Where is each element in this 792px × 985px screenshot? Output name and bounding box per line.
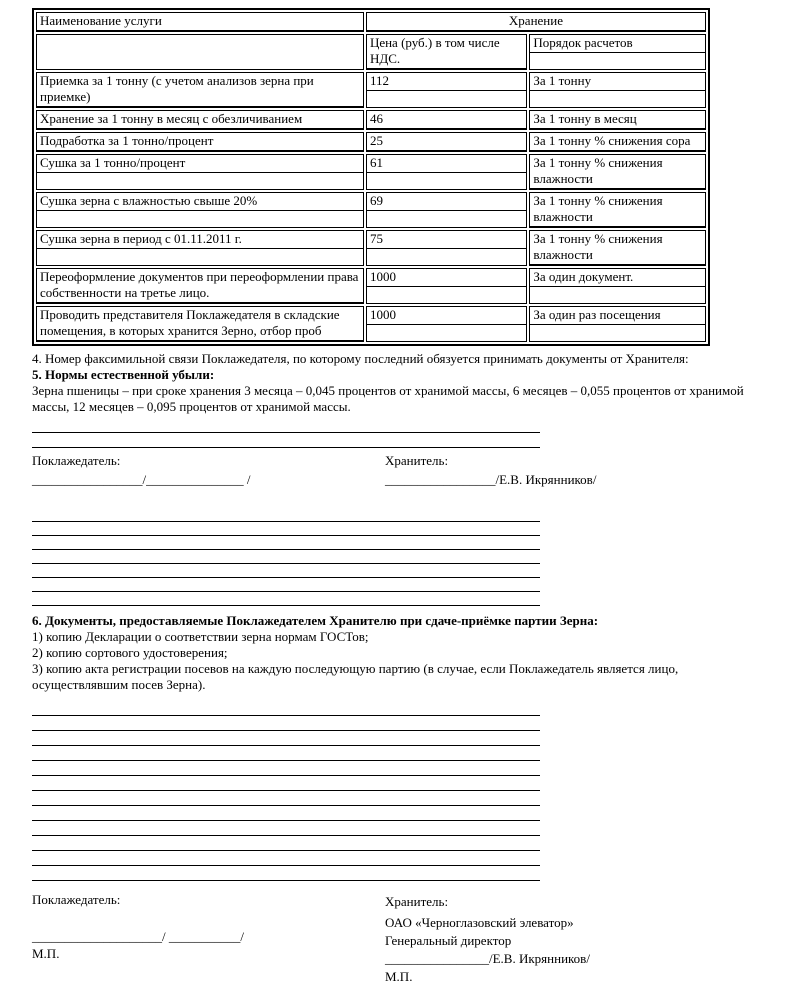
header-cell-price xyxy=(366,34,527,70)
terms-cell-text: За один раз посещения xyxy=(530,307,705,325)
service-cell xyxy=(36,132,364,152)
depositor-label: Поклажедатель: xyxy=(32,892,121,907)
keeper-position: Генеральный директор xyxy=(385,933,512,948)
ruled-line xyxy=(32,564,540,578)
depositor-column xyxy=(32,453,385,488)
table-row xyxy=(36,268,706,304)
ruled-line xyxy=(32,821,540,836)
table-header-row xyxy=(36,12,706,32)
terms-cell-text: За 1 тонну % снижения влажности xyxy=(530,193,705,227)
table-row xyxy=(36,72,706,108)
ruled-line xyxy=(32,746,540,761)
terms-column-header: Порядок расчетов xyxy=(530,35,705,53)
service-cell xyxy=(36,110,364,130)
price-cell xyxy=(366,154,527,190)
service-cell-text: Сушка за 1 тонно/процент xyxy=(37,155,363,173)
terms-cell-text: За 1 тонну в месяц xyxy=(530,111,705,129)
table-row xyxy=(36,110,706,130)
clause-4-text: 4. Номер факсимильной связи Поклажедателя, по которому последний обязуется принимать документы от Хранителя: xyxy=(32,351,689,366)
ruled-line xyxy=(32,508,540,522)
ruled-line xyxy=(32,836,540,851)
keeper-label: Хранитель: xyxy=(385,453,449,468)
ruled-line xyxy=(32,716,540,731)
ruled-line xyxy=(32,578,540,592)
terms-cell-text: За 1 тонну xyxy=(530,73,705,91)
terms-cell-text: За 1 тонну % снижения влажности xyxy=(530,155,705,189)
ruled-line xyxy=(32,536,540,550)
table-row xyxy=(36,154,706,190)
service-cell-text: Переоформление документов при переоформлении права собственности на третье лицо. xyxy=(37,269,363,303)
ruled-line xyxy=(32,433,540,448)
service-cell-text: Хранение за 1 тонну в месяц с обезличиванием xyxy=(37,111,363,129)
price-cell xyxy=(366,110,527,130)
ruled-line xyxy=(32,418,540,433)
keeper-seal-mark: М.П. xyxy=(385,969,413,984)
table-row xyxy=(36,306,706,342)
header-cell-group xyxy=(366,12,706,32)
price-cell-text: 75 xyxy=(367,231,526,249)
ruled-lines-block-1 xyxy=(32,418,540,448)
keeper-column xyxy=(385,892,758,985)
terms-cell xyxy=(529,306,706,342)
clause-5-title: 5. Нормы естественной убыли: xyxy=(32,367,215,382)
depositor-label: Поклажедатель: xyxy=(32,453,121,468)
terms-cell-text: За 1 тонну % снижения влажности xyxy=(530,231,705,265)
ruled-line xyxy=(32,761,540,776)
terms-cell-text: За 1 тонну % снижения сора xyxy=(530,133,705,151)
storage-group-header: Хранение xyxy=(367,13,705,31)
terms-cell xyxy=(529,72,706,108)
service-cell xyxy=(36,306,364,342)
keeper-column xyxy=(385,453,758,488)
terms-cell xyxy=(529,154,706,190)
clause-6-item-3: 3) копию акта регистрации посевов на каждую последующую партию (в случае, если Поклажедатель является лицо, осуществлявшим посев Зерна). xyxy=(32,661,679,692)
ruled-line xyxy=(32,806,540,821)
ruled-line xyxy=(32,866,540,881)
service-cell-text: Приемка за 1 тонну (с учетом анализов зерна при приемке) xyxy=(37,73,363,107)
service-cell xyxy=(36,72,364,108)
price-cell xyxy=(366,268,527,304)
depositor-column xyxy=(32,892,385,985)
terms-cell xyxy=(529,230,706,266)
terms-cell xyxy=(529,110,706,130)
clause-6-title: 6. Документы, предоставляемые Поклажедателем Хранителю при сдаче-приёмке партии Зерна: xyxy=(32,613,599,628)
depositor-signature-line: ____________________/ ___________/ xyxy=(32,929,244,944)
signature-block-1 xyxy=(32,453,758,488)
keeper-signature-line: ________________/Е.В. Икрянников/ xyxy=(385,951,590,966)
service-cell xyxy=(36,192,364,228)
depositor-seal-mark: М.П. xyxy=(32,946,60,961)
ruled-line xyxy=(32,550,540,564)
ruled-lines-block-2 xyxy=(32,508,540,606)
table-row xyxy=(36,230,706,266)
price-cell-text: 1000 xyxy=(367,269,526,287)
table-subheader-row xyxy=(36,34,706,70)
service-cell xyxy=(36,154,364,190)
header-cell-terms xyxy=(529,34,706,70)
service-column-header: Наименование услуги xyxy=(37,13,363,31)
header-cell-service xyxy=(36,12,364,32)
signature-block-2 xyxy=(32,892,758,985)
price-cell xyxy=(366,132,527,152)
ruled-line xyxy=(32,522,540,536)
ruled-lines-block-3 xyxy=(32,701,540,881)
service-cell xyxy=(36,268,364,304)
price-cell xyxy=(366,72,527,108)
price-cell xyxy=(366,306,527,342)
services-price-table xyxy=(32,8,710,346)
ruled-line xyxy=(32,731,540,746)
table-row xyxy=(36,192,706,228)
terms-cell xyxy=(529,192,706,228)
price-cell-text: 25 xyxy=(367,133,526,151)
ruled-line xyxy=(32,592,540,606)
service-cell xyxy=(36,230,364,266)
ruled-line xyxy=(32,791,540,806)
table-row xyxy=(36,132,706,152)
keeper-company-name: ОАО «Черноглазовский элеватор» xyxy=(385,915,574,930)
keeper-signature-line: _________________/Е.В. Икрянников/ xyxy=(385,472,597,487)
service-cell-text: Проводить представителя Поклажедателя в складские помещения, в которых хранится Зерно, отбор проб xyxy=(37,307,363,341)
empty-header-cell xyxy=(36,34,364,70)
price-cell-text: 69 xyxy=(367,193,526,211)
service-cell-text: Сушка зерна в период с 01.11.2011 г. xyxy=(37,231,363,249)
clause-6-item-2: 2) копию сортового удостоверения; xyxy=(32,645,228,660)
price-cell-text: 1000 xyxy=(367,307,526,325)
ruled-line xyxy=(32,776,540,791)
price-cell-text: 46 xyxy=(367,111,526,129)
terms-cell xyxy=(529,132,706,152)
ruled-line xyxy=(32,851,540,866)
price-cell xyxy=(366,230,527,266)
clause-6-item-1: 1) копию Декларации о соответствии зерна нормам ГОСТов; xyxy=(32,629,369,644)
keeper-label: Хранитель: xyxy=(385,894,449,909)
service-cell-text: Сушка зерна с влажностью свыше 20% xyxy=(37,193,363,211)
price-column-header: Цена (руб.) в том числе НДС. xyxy=(367,35,526,69)
service-cell-text: Подработка за 1 тонно/процент xyxy=(37,133,363,151)
terms-cell xyxy=(529,268,706,304)
depositor-signature-line: _________________/_______________ / xyxy=(32,472,251,487)
ruled-line xyxy=(32,701,540,716)
price-cell-text: 61 xyxy=(367,155,526,173)
terms-cell-text: За один документ. xyxy=(530,269,705,287)
clause-5-body: Зерна пшеницы – при сроке хранения 3 месяца – 0,045 процентов от хранимой массы, 6 месяцев – 0,055 процентов от хранимой массы, 12 месяцев – 0,095 процентов от хранимой массы. xyxy=(32,383,744,414)
price-cell xyxy=(366,192,527,228)
price-cell-text: 112 xyxy=(367,73,526,91)
